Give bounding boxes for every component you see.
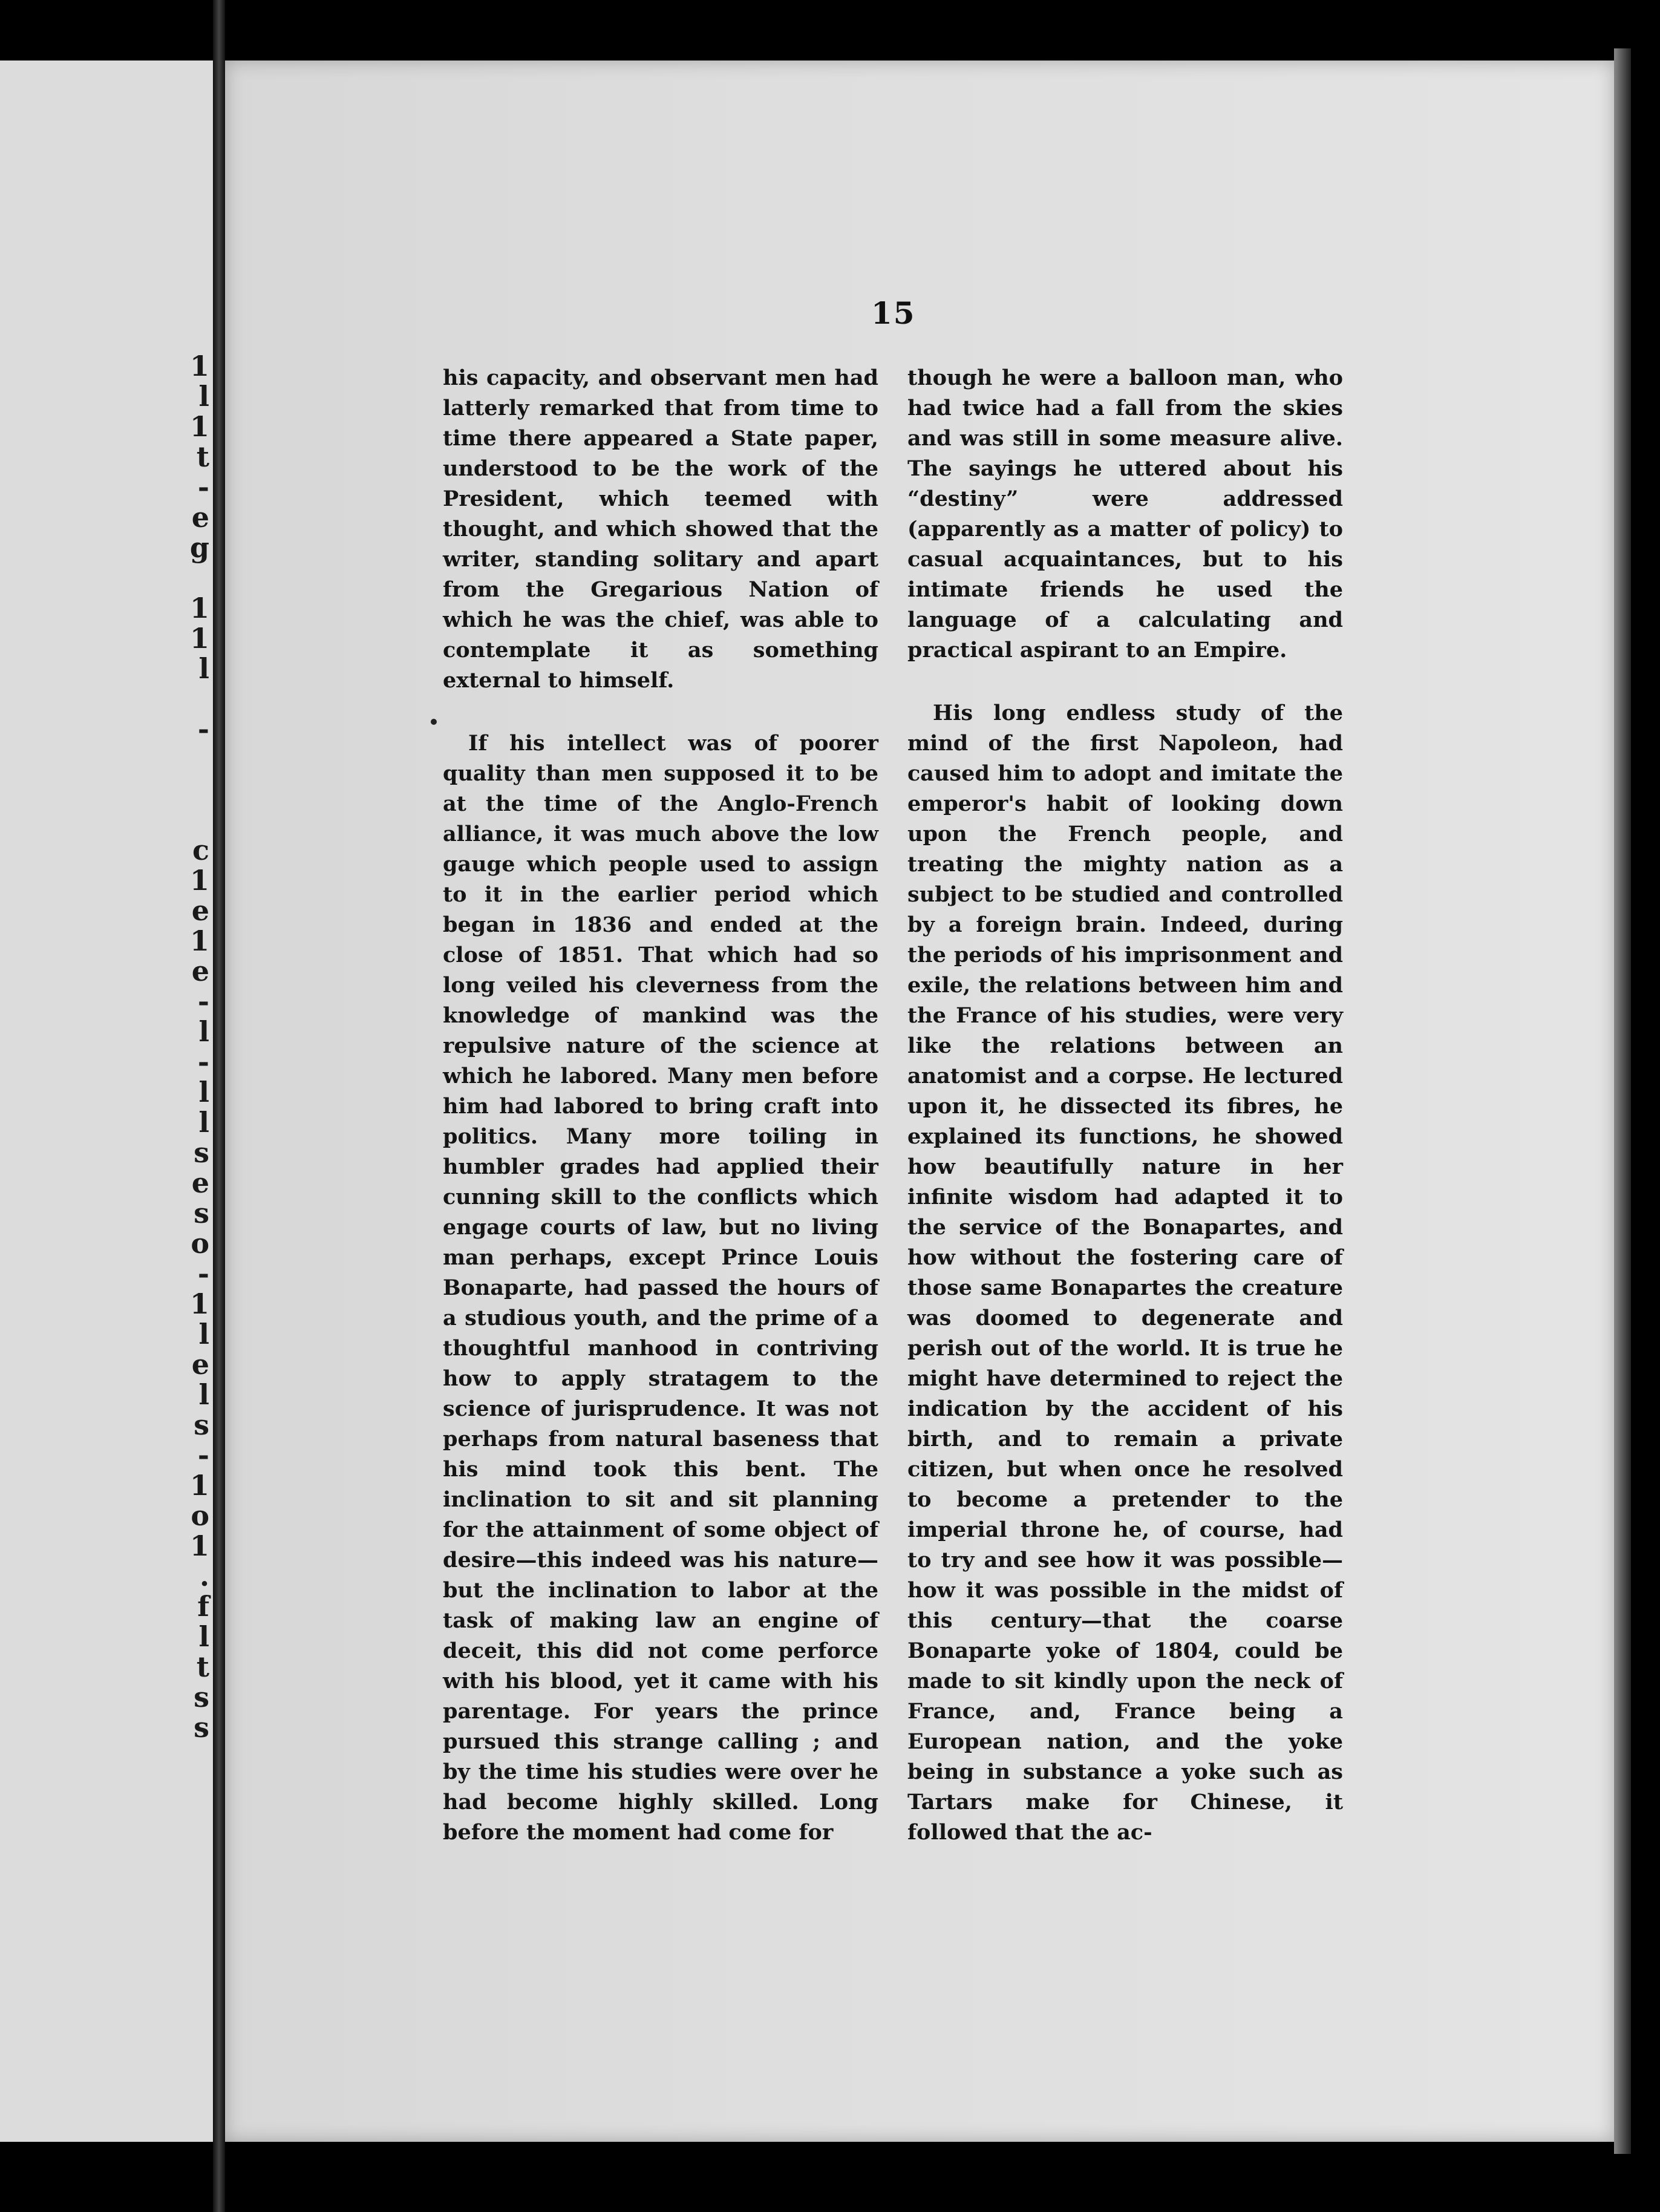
stray-mark xyxy=(431,719,437,725)
paragraph: though he were a balloon man, who had twice had a fall from the skies and was still in some measure alive. The sayings he uttered about his “destiny” were addressed (apparently as a matter of policy) to casual acquaintances, but to his intimate friends he used the language of a calculating and practical aspirant to an Empire. xyxy=(907,365,1343,663)
paragraph: His long endless study of the mind of the first Napoleon, had caused him to adopt and imitate the emperor's habit of looking down upon the French people, and treating the mighty nation as a subject to be studied and controlled by a foreign brain. Indeed, during the periods of his imprisonment and exile, the relations between him and the France of his studies, were very like the relations between an anatomist and a corpse. He lectured upon it, he dissected its fibres, he explained its functions, he showed how beautifully nature in her infinite wisdom had adapted it to the service of the Bonapartes, and how without the fostering care of those same Bonapartes the creature was doomed to degenerate and perish out of the world. It is true he might have determined to reject the indication by the accident of his birth, and to remain a private citizen, but when once he resolved to become a pretender to the imperial throne he, of course, had to try and see how it was possible—how it was possible in the midst of this century—that the coarse Bonaparte yoke of 1804, could be made to sit kindly upon the neck of France, and, France being a European nation, and the yoke being in substance a yoke such as Tartars make for Chinese, it followed that the ac- xyxy=(907,701,1343,1845)
paragraph: If his intellect was of poorer quality than men supposed it to be at the time of the Anglo-French alliance, it was much above the low gauge which people used to assign to it in the earlier period which began in 1836 and ended at the close of 1851. That which had so long veiled his cleverness from the knowledge of mankind was the repulsive nature of the science at which he labored. Many men before him had labored to bring craft into politics. Many more toiling in humbler grades had applied their cunning skill to the conflicts which engage courts of law, but no living man perhaps, except Prince Louis Bonaparte, had passed the hours of a studious youth, and the prime of a thoughtful manhood in contriving how to apply stratagem to the science of jurisprudence. It was not perhaps from natural baseness that his mind took this bent. The inclination to sit and sit planning for the attainment of some object of desire—this indeed was his nature—but the inclination to labor at the task of making law an engine of deceit, this did not come perforce with his blood, yet it came with his parentage. For years the prince pursued this strange calling ; and by the time his studies were over he had become highly skilled. Long before the moment had come for xyxy=(443,731,878,1845)
book-gutter xyxy=(213,0,225,2212)
paragraph: his capacity, and observant men had latterly remarked that from time to time there appeared a State paper, understood to be the work of the President, which teemed with thought, and which showed that the writer, standing solitary and apart from the Gregarious Nation of which he was the chief, was able to contemplate it as something external to himself. xyxy=(443,365,878,693)
right-text-column xyxy=(907,363,1343,1848)
facing-page-margin-text: 1 l 1 t - e g 1 1 l - c 1 e 1 e - l - l l s e s o - 1 l e l s - 1 o 1 . f l t s s xyxy=(189,350,209,1744)
page-edge-shadow xyxy=(1614,48,1631,2154)
page-number: 15 xyxy=(871,295,916,331)
left-text-column xyxy=(443,363,878,1848)
facing-page xyxy=(0,61,213,2142)
